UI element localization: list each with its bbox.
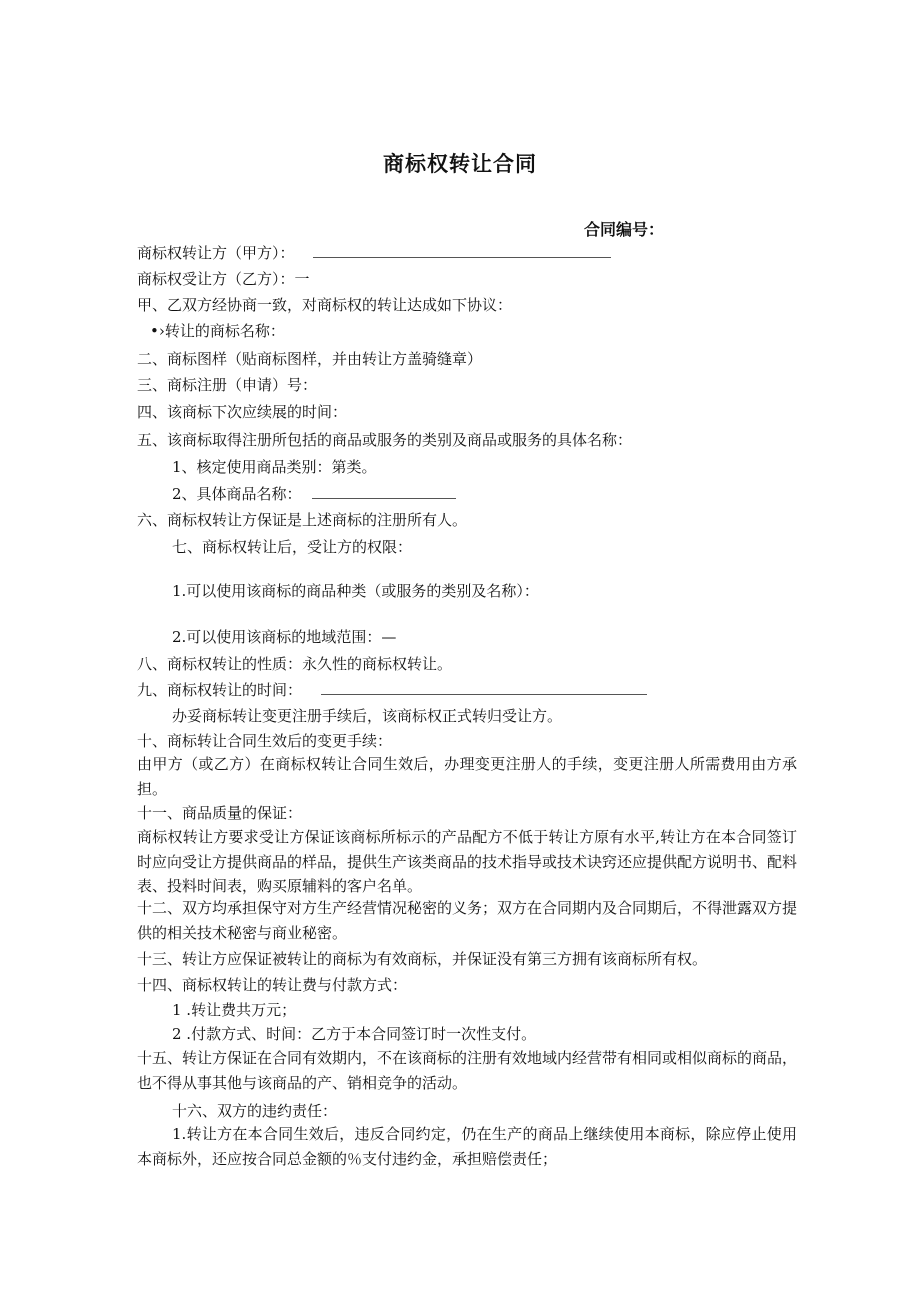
- clause-5-item-2-line: [172, 484, 456, 504]
- clause-9: 九、商标权转让的时间：: [137, 681, 303, 699]
- transferor-line: [137, 243, 611, 263]
- transferor-blank: [313, 243, 611, 258]
- clause-16-item-1: 1.转让方在本合同生效后，违反合同约定，仍在生产的商品上继续使用本商标，除应停止使用本商标外，还应按合同总金额的％支付违约金，承担赔偿责任；: [137, 1125, 797, 1168]
- clause-14: 十四、商标权转让的转让费与付款方式：: [137, 976, 408, 994]
- clause-15: 十五、转让方保证在合同有效期内，不在该商标的注册有效地域内经营带有相同或相似商标的商品，也不得从事其他与该商品的产、销相竞争的活动。: [137, 1049, 798, 1092]
- clause-12: 十二、双方均承担保守对方生产经营情况秘密的义务；双方在合同期内及合同期后，不得泄露双方提供的相关技术秘密与商业秘密。: [137, 899, 798, 942]
- clause-10-detail: 由甲方（或乙方）在商标权转让合同生效后，办理变更注册人的手续，变更注册人所需费用由方承担。: [137, 755, 797, 798]
- clause-7-item-2: 2.可以使用该商标的地域范围：—: [172, 628, 397, 646]
- clause-8: 八、商标权转让的性质：永久性的商标权转让。: [137, 655, 453, 673]
- transfer-time-blank: [321, 680, 647, 695]
- clause-10: 十、商标转让合同生效后的变更手续：: [137, 732, 393, 750]
- contract-number-label: 合同编号：: [584, 220, 665, 239]
- clause-14-item-1: 1 .转让费共万元；: [172, 1001, 297, 1019]
- transferor-label: 商标权转让方（甲方）：: [137, 244, 295, 262]
- agreement-intro: 甲、乙双方经协商一致，对商标权的转让达成如下协议：: [137, 296, 513, 314]
- clause-11-detail: 商标权转让方要求受让方保证该商标所标示的产品配方不低于转让方原有水平,转让方在本合同签订时应向受让方提供商品的样品，提供生产该类商品的技术指导或技术诀窍还应提供配方说明书、配料表、投料时间表，购买原辅料的客户名单。: [137, 828, 798, 895]
- clause-9-detail: 办妥商标转让变更注册手续后，该商标权正式转归受让方。: [172, 707, 563, 725]
- clause-5-item-2: 2、具体商品名称：: [172, 485, 302, 503]
- clause-7: 七、商标权转让后，受让方的权限：: [172, 538, 413, 556]
- clause-6: 六、商标权转让方保证是上述商标的注册所有人。: [137, 511, 468, 529]
- document-title: 商标权转让合同: [383, 152, 537, 176]
- clause-9-line: [137, 680, 647, 700]
- clause-16: 十六、双方的违约责任：: [172, 1102, 338, 1120]
- clause-11: 十一、商品质量的保证：: [137, 804, 303, 822]
- clause-3: 三、商标注册（申请）号：: [137, 376, 318, 394]
- transferee-line: 商标权受让方（乙方）：一: [137, 270, 310, 288]
- clause-7-item-1: 1.可以使用该商标的商品种类（或服务的类别及名称）：: [172, 582, 539, 600]
- clause-4: 四、该商标下次应续展的时间：: [137, 403, 348, 421]
- clause-5-item-1: 1、核定使用商品类别：第类。: [172, 458, 377, 476]
- clause-13: 十三、转让方应保证被转让的商标为有效商标，并保证没有第三方拥有该商标所有权。: [137, 950, 708, 968]
- trademark-name-line: •›转让的商标名称：: [150, 322, 285, 340]
- product-name-blank: [312, 484, 456, 499]
- clause-5: 五、该商标取得注册所包括的商品或服务的类别及商品或服务的具体名称：: [137, 431, 633, 449]
- clause-14-item-2: 2 .付款方式、时间：乙方于本合同签订时一次性支付。: [172, 1025, 537, 1043]
- clause-2: 二、商标图样（贴商标图样，并由转让方盖骑缝章）: [137, 350, 483, 368]
